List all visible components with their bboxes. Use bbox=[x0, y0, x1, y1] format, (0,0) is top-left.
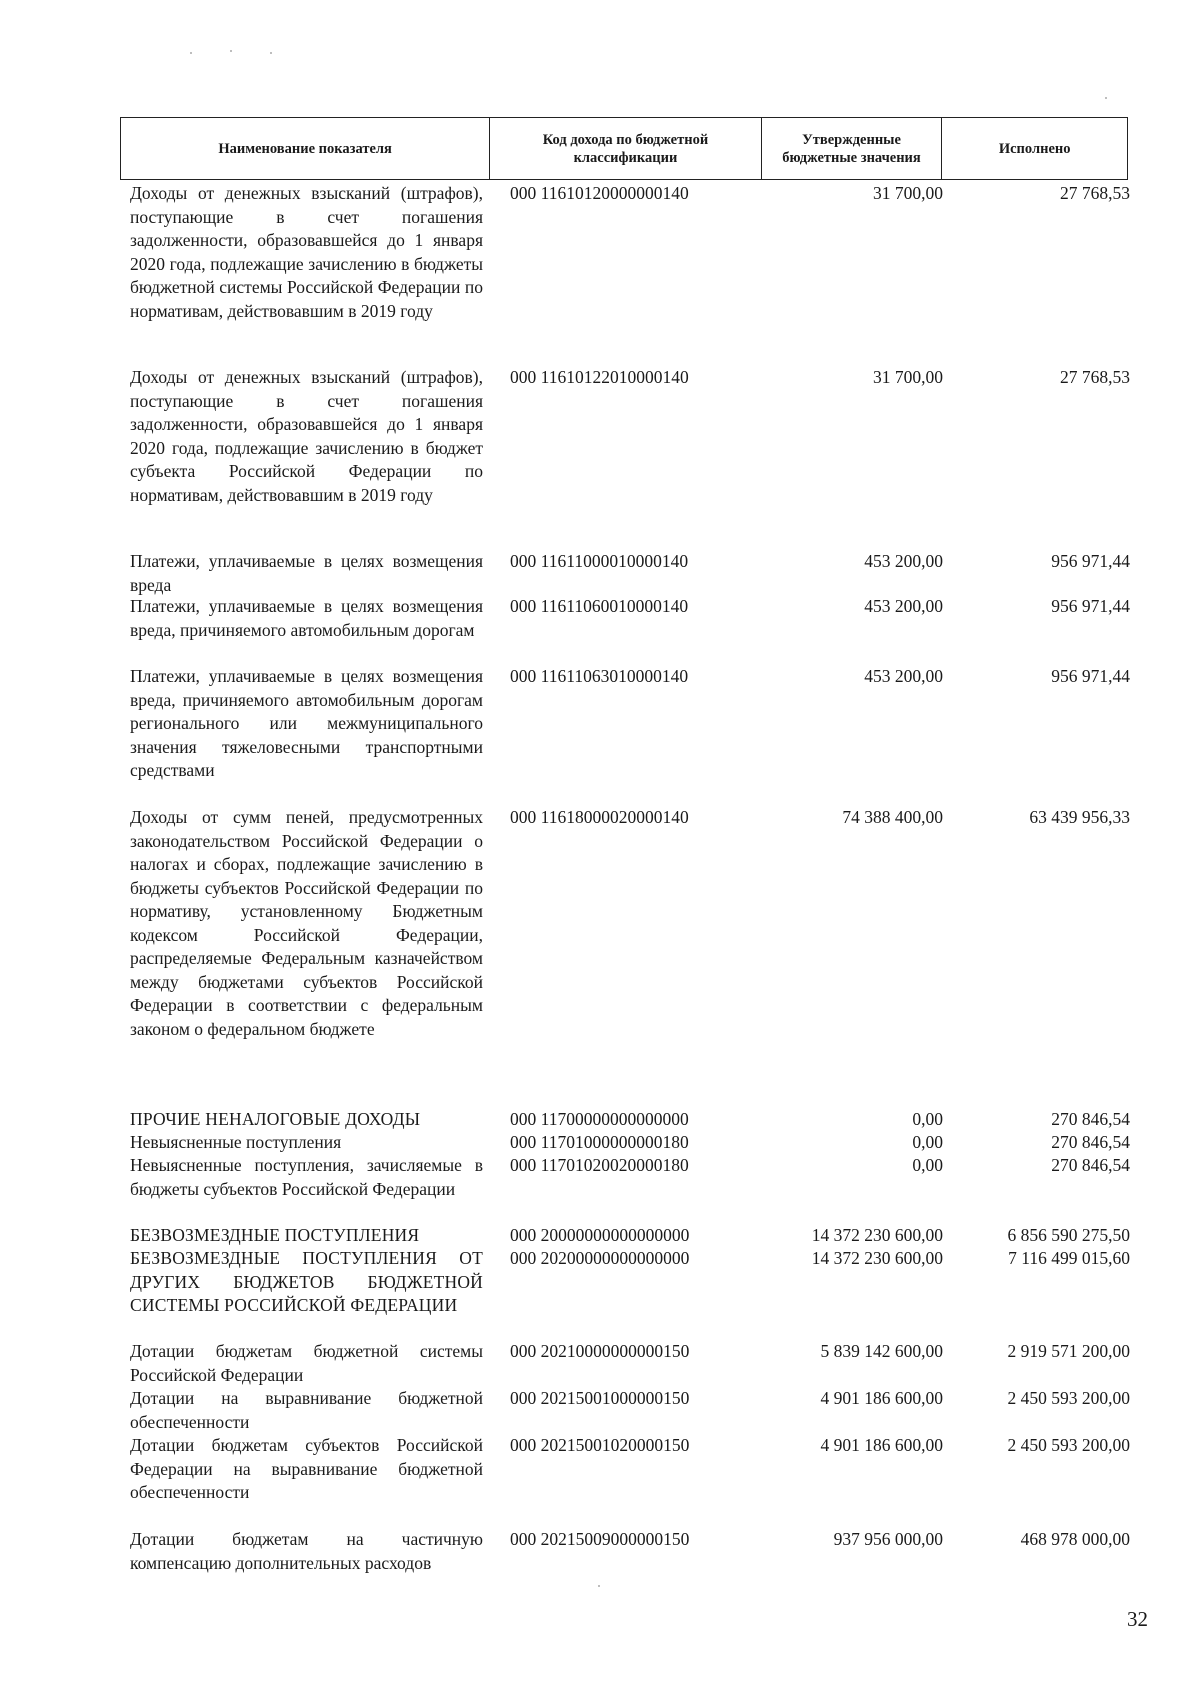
table-row bbox=[130, 182, 1130, 366]
row-name: Платежи, уплачиваемые в целях возмещения вреда bbox=[130, 551, 483, 595]
row-approved: 4 901 186 600,00 bbox=[820, 1435, 943, 1455]
row-executed: 2 919 571 200,00 bbox=[1007, 1341, 1130, 1361]
row-approved: 5 839 142 600,00 bbox=[820, 1341, 943, 1361]
row-code: 000 20215001000000150 bbox=[510, 1388, 690, 1408]
row-code: 000 20215001020000150 bbox=[510, 1435, 690, 1455]
row-code: 000 20000000000000000 bbox=[510, 1225, 690, 1245]
row-approved: 453 200,00 bbox=[864, 666, 943, 686]
row-approved: 0,00 bbox=[912, 1132, 943, 1152]
table-row bbox=[130, 665, 1130, 806]
table-row bbox=[130, 1224, 1130, 1247]
row-name: Дотации бюджетам на частичную компенсацию дополнительных расходов bbox=[130, 1529, 483, 1573]
row-approved: 937 956 000,00 bbox=[833, 1529, 943, 1549]
row-executed: 956 971,44 bbox=[1051, 551, 1130, 571]
row-approved: 4 901 186 600,00 bbox=[820, 1388, 943, 1408]
row-approved: 14 372 230 600,00 bbox=[811, 1248, 943, 1268]
row-executed: 6 856 590 275,50 bbox=[1007, 1225, 1130, 1245]
row-approved: 74 388 400,00 bbox=[842, 807, 943, 827]
row-name: БЕЗВОЗМЕЗДНЫЕ ПОСТУПЛЕНИЯ ОТ ДРУГИХ БЮДЖЕТОВ БЮДЖЕТНОЙ СИСТЕМЫ РОССИЙСКОЙ ФЕДЕРАЦИИ bbox=[130, 1248, 483, 1315]
table-body bbox=[130, 182, 1130, 1575]
row-executed: 468 978 000,00 bbox=[1020, 1529, 1130, 1549]
table-row bbox=[130, 1387, 1130, 1434]
scan-speck bbox=[598, 1585, 600, 1587]
row-code: 000 20215009000000150 bbox=[510, 1529, 690, 1549]
scan-speck bbox=[230, 50, 232, 52]
table-row bbox=[130, 1528, 1130, 1575]
row-code: 000 11701000000000180 bbox=[510, 1132, 689, 1152]
row-name: Дотации на выравнивание бюджетной обеспеченности bbox=[130, 1388, 483, 1432]
table-row bbox=[130, 1154, 1130, 1224]
row-name: Дотации бюджетам бюджетной системы Российской Федерации bbox=[130, 1341, 483, 1385]
row-approved: 0,00 bbox=[912, 1109, 943, 1129]
table-row bbox=[130, 806, 1130, 1108]
table-row bbox=[130, 1108, 1130, 1131]
table-row bbox=[130, 1434, 1130, 1528]
row-code: 000 20210000000000150 bbox=[510, 1341, 690, 1361]
row-code: 000 11618000020000140 bbox=[510, 807, 689, 827]
header-approved: Утвержденные бюджетные значения bbox=[762, 118, 943, 179]
page-number: 32 bbox=[1127, 1607, 1148, 1631]
table-row bbox=[130, 366, 1130, 550]
scan-speck bbox=[1105, 97, 1107, 99]
header-code: Код дохода по бюджетной классификации bbox=[490, 118, 761, 179]
row-name: Платежи, уплачиваемые в целях возмещения вреда, причиняемого автомобильным дорогам регионального или межмуниципального значения тяжеловесными транспортными средствами bbox=[130, 666, 483, 780]
header-executed: Исполнено bbox=[998, 140, 1071, 157]
row-name: Невыясненные поступления bbox=[130, 1132, 342, 1152]
row-code: 000 11611060010000140 bbox=[510, 596, 689, 616]
row-executed: 7 116 499 015,60 bbox=[1008, 1248, 1130, 1268]
row-executed: 956 971,44 bbox=[1051, 596, 1130, 616]
row-name: Доходы от денежных взысканий (штрафов), поступающие в счет погашения задолженности, образовавшейся до 1 января 2020 года, подлежащие зачислению в бюджет субъекта Российской Федерации по нормативам, действовавшим в 2019 году bbox=[130, 367, 483, 505]
table-row bbox=[130, 550, 1130, 595]
row-code: 000 11700000000000000 bbox=[510, 1109, 689, 1129]
row-executed: 956 971,44 bbox=[1051, 666, 1130, 686]
row-executed: 27 768,53 bbox=[1060, 367, 1130, 387]
row-executed: 2 450 593 200,00 bbox=[1007, 1435, 1130, 1455]
row-executed: 270 846,54 bbox=[1051, 1155, 1130, 1175]
row-name: Доходы от денежных взысканий (штрафов), поступающие в счет погашения задолженности, образовавшейся до 1 января 2020 года, подлежащие зачислению в бюджеты бюджетной системы Российской Федерации по нормативам, действовавшим в 2019 году bbox=[130, 183, 483, 321]
row-executed: 270 846,54 bbox=[1051, 1109, 1130, 1129]
row-approved: 453 200,00 bbox=[864, 596, 943, 616]
row-approved: 31 700,00 bbox=[873, 367, 943, 387]
row-name: Платежи, уплачиваемые в целях возмещения вреда, причиняемого автомобильным дорогам bbox=[130, 596, 483, 640]
row-name: ПРОЧИЕ НЕНАЛОГОВЫЕ ДОХОДЫ bbox=[130, 1109, 421, 1129]
table-header bbox=[120, 117, 1128, 180]
row-code: 000 11611063010000140 bbox=[510, 666, 689, 686]
scan-speck bbox=[190, 52, 192, 54]
table-row bbox=[130, 595, 1130, 665]
row-code: 000 11611000010000140 bbox=[510, 551, 689, 571]
scan-speck bbox=[270, 52, 272, 54]
row-code: 000 11610120000000140 bbox=[510, 183, 689, 203]
row-executed: 63 439 956,33 bbox=[1029, 807, 1130, 827]
row-code: 000 20200000000000000 bbox=[510, 1248, 690, 1268]
row-name: Дотации бюджетам субъектов Российской Федерации на выравнивание бюджетной обеспеченности bbox=[130, 1435, 483, 1502]
row-approved: 31 700,00 bbox=[873, 183, 943, 203]
row-approved: 453 200,00 bbox=[864, 551, 943, 571]
table-row bbox=[130, 1247, 1130, 1340]
table-row bbox=[130, 1340, 1130, 1387]
row-executed: 270 846,54 bbox=[1051, 1132, 1130, 1152]
row-executed: 27 768,53 bbox=[1060, 183, 1130, 203]
row-name: Доходы от сумм пеней, предусмотренных законодательством Российской Федерации о налогах и сборах, подлежащие зачислению в бюджеты субъектов Российской Федерации по нормативу, установленному Бюджетным кодексом Российской Федерации, распределяемые Федеральным казначейством между бюджетами субъектов Российской Федерации в соответствии с федеральным законом о федеральном бюджете bbox=[130, 807, 483, 1039]
row-executed: 2 450 593 200,00 bbox=[1007, 1388, 1130, 1408]
row-name: Невыясненные поступления, зачисляемые в бюджеты субъектов Российской Федерации bbox=[130, 1155, 483, 1199]
row-approved: 14 372 230 600,00 bbox=[811, 1225, 943, 1245]
row-approved: 0,00 bbox=[912, 1155, 943, 1175]
row-name: БЕЗВОЗМЕЗДНЫЕ ПОСТУПЛЕНИЯ bbox=[130, 1225, 420, 1245]
row-code: 000 11610122010000140 bbox=[510, 367, 689, 387]
table-row bbox=[130, 1131, 1130, 1154]
header-name: Наименование показателя bbox=[121, 118, 490, 179]
row-code: 000 11701020020000180 bbox=[510, 1155, 689, 1175]
